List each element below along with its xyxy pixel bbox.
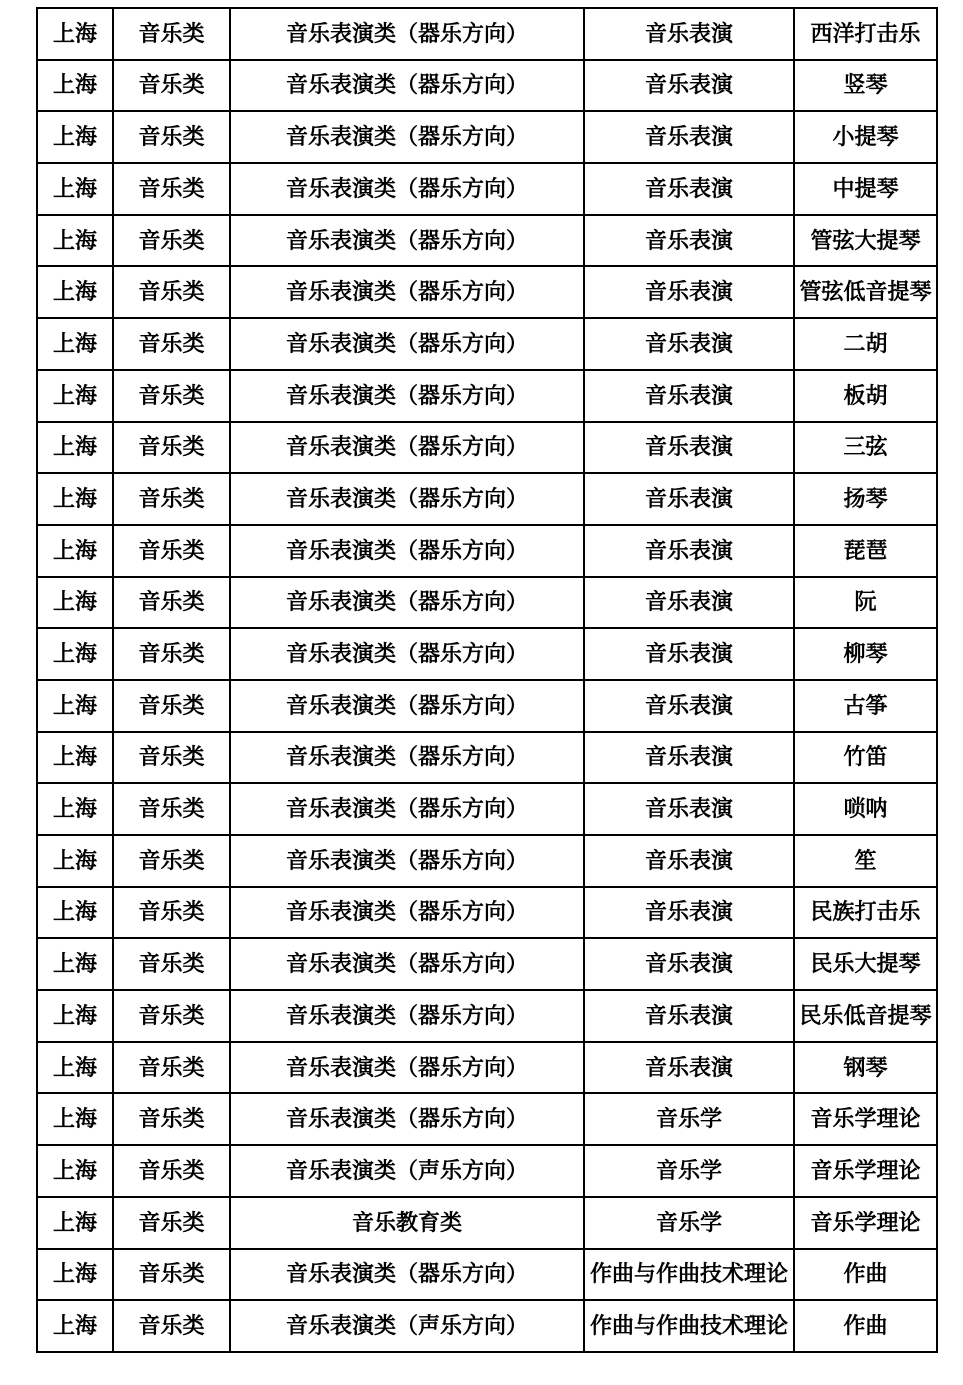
cell-category: 音乐类 [113,680,230,732]
cell-major: 音乐表演 [584,835,794,887]
cell-subcategory: 音乐表演类（器乐方向） [230,318,584,370]
cell-category: 音乐类 [113,990,230,1042]
cell-direction: 音乐学理论 [794,1145,937,1197]
table-row [37,8,937,60]
cell-category: 音乐类 [113,783,230,835]
cell-province: 上海 [37,1042,113,1094]
cell-subcategory: 音乐表演类（器乐方向） [230,835,584,887]
cell-province: 上海 [37,525,113,577]
cell-direction: 管弦大提琴 [794,215,937,267]
cell-major: 音乐表演 [584,628,794,680]
cell-major: 音乐表演 [584,8,794,60]
cell-major: 音乐学 [584,1197,794,1249]
table-body [37,8,937,1352]
cell-category: 音乐类 [113,266,230,318]
cell-major: 音乐表演 [584,422,794,474]
cell-direction: 作曲 [794,1300,937,1352]
table-row [37,1042,937,1094]
table-row [37,938,937,990]
cell-province: 上海 [37,266,113,318]
cell-category: 音乐类 [113,1042,230,1094]
cell-major: 音乐表演 [584,60,794,112]
cell-direction: 民乐大提琴 [794,938,937,990]
cell-category: 音乐类 [113,835,230,887]
cell-subcategory: 音乐表演类（器乐方向） [230,732,584,784]
table-row [37,422,937,474]
cell-subcategory: 音乐表演类（器乐方向） [230,990,584,1042]
table-row [37,577,937,629]
cell-category: 音乐类 [113,938,230,990]
table-row [37,1145,937,1197]
cell-major: 音乐表演 [584,215,794,267]
cell-major: 音乐表演 [584,732,794,784]
cell-category: 音乐类 [113,473,230,525]
cell-major: 音乐表演 [584,680,794,732]
cell-subcategory: 音乐表演类（器乐方向） [230,215,584,267]
cell-direction: 竹笛 [794,732,937,784]
cell-province: 上海 [37,1249,113,1301]
table-row [37,1249,937,1301]
cell-category: 音乐类 [113,628,230,680]
cell-direction: 古筝 [794,680,937,732]
table-row [37,266,937,318]
cell-province: 上海 [37,990,113,1042]
cell-category: 音乐类 [113,111,230,163]
cell-subcategory: 音乐表演类（器乐方向） [230,422,584,474]
cell-province: 上海 [37,628,113,680]
cell-direction: 二胡 [794,318,937,370]
cell-province: 上海 [37,1093,113,1145]
cell-province: 上海 [37,422,113,474]
cell-major: 作曲与作曲技术理论 [584,1249,794,1301]
cell-direction: 琵琶 [794,525,937,577]
table-row [37,887,937,939]
cell-direction: 中提琴 [794,163,937,215]
cell-major: 音乐表演 [584,525,794,577]
cell-direction: 柳琴 [794,628,937,680]
table-row [37,680,937,732]
cell-major: 音乐学 [584,1145,794,1197]
cell-subcategory: 音乐表演类（声乐方向） [230,1300,584,1352]
cell-subcategory: 音乐表演类（器乐方向） [230,628,584,680]
cell-subcategory: 音乐表演类（器乐方向） [230,1249,584,1301]
table-row [37,525,937,577]
cell-direction: 音乐学理论 [794,1197,937,1249]
cell-subcategory: 音乐表演类（器乐方向） [230,783,584,835]
cell-direction: 西洋打击乐 [794,8,937,60]
cell-major: 音乐表演 [584,163,794,215]
cell-province: 上海 [37,163,113,215]
cell-major: 音乐表演 [584,266,794,318]
cell-category: 音乐类 [113,8,230,60]
cell-subcategory: 音乐表演类（器乐方向） [230,525,584,577]
cell-direction: 板胡 [794,370,937,422]
table-row [37,318,937,370]
cell-province: 上海 [37,1300,113,1352]
cell-direction: 竖琴 [794,60,937,112]
cell-subcategory: 音乐表演类（器乐方向） [230,60,584,112]
majors-table [36,7,938,1353]
cell-category: 音乐类 [113,318,230,370]
cell-subcategory: 音乐表演类（器乐方向） [230,266,584,318]
table-row [37,1093,937,1145]
cell-subcategory: 音乐表演类（器乐方向） [230,8,584,60]
cell-category: 音乐类 [113,577,230,629]
cell-province: 上海 [37,215,113,267]
cell-subcategory: 音乐表演类（器乐方向） [230,111,584,163]
cell-direction: 唢呐 [794,783,937,835]
table-row [37,473,937,525]
table-row [37,215,937,267]
cell-province: 上海 [37,938,113,990]
cell-province: 上海 [37,783,113,835]
cell-category: 音乐类 [113,215,230,267]
cell-category: 音乐类 [113,422,230,474]
cell-direction: 管弦低音提琴 [794,266,937,318]
cell-province: 上海 [37,370,113,422]
cell-category: 音乐类 [113,1145,230,1197]
cell-direction: 阮 [794,577,937,629]
table-row [37,1300,937,1352]
cell-subcategory: 音乐表演类（器乐方向） [230,577,584,629]
table-row [37,783,937,835]
cell-province: 上海 [37,60,113,112]
table-row [37,990,937,1042]
cell-major: 音乐表演 [584,887,794,939]
cell-major: 作曲与作曲技术理论 [584,1300,794,1352]
cell-category: 音乐类 [113,525,230,577]
cell-major: 音乐表演 [584,783,794,835]
cell-category: 音乐类 [113,1093,230,1145]
cell-province: 上海 [37,835,113,887]
cell-subcategory: 音乐表演类（器乐方向） [230,938,584,990]
cell-province: 上海 [37,887,113,939]
cell-category: 音乐类 [113,163,230,215]
table-row [37,163,937,215]
table-row [37,370,937,422]
cell-subcategory: 音乐表演类（器乐方向） [230,370,584,422]
cell-major: 音乐表演 [584,318,794,370]
cell-category: 音乐类 [113,732,230,784]
cell-province: 上海 [37,1197,113,1249]
cell-major: 音乐表演 [584,473,794,525]
cell-direction: 小提琴 [794,111,937,163]
cell-subcategory: 音乐表演类（器乐方向） [230,1042,584,1094]
cell-province: 上海 [37,473,113,525]
cell-major: 音乐表演 [584,1042,794,1094]
cell-major: 音乐学 [584,1093,794,1145]
table-row [37,1197,937,1249]
table-row [37,60,937,112]
cell-category: 音乐类 [113,1197,230,1249]
cell-major: 音乐表演 [584,990,794,1042]
cell-subcategory: 音乐表演类（器乐方向） [230,1093,584,1145]
cell-subcategory: 音乐表演类（器乐方向） [230,473,584,525]
cell-province: 上海 [37,577,113,629]
cell-province: 上海 [37,318,113,370]
cell-category: 音乐类 [113,1300,230,1352]
cell-province: 上海 [37,8,113,60]
cell-category: 音乐类 [113,887,230,939]
cell-province: 上海 [37,680,113,732]
cell-category: 音乐类 [113,370,230,422]
table-row [37,835,937,887]
cell-major: 音乐表演 [584,111,794,163]
cell-category: 音乐类 [113,1249,230,1301]
cell-subcategory: 音乐表演类（器乐方向） [230,887,584,939]
cell-subcategory: 音乐表演类（声乐方向） [230,1145,584,1197]
cell-major: 音乐表演 [584,577,794,629]
cell-direction: 三弦 [794,422,937,474]
cell-direction: 笙 [794,835,937,887]
cell-direction: 钢琴 [794,1042,937,1094]
cell-major: 音乐表演 [584,370,794,422]
cell-subcategory: 音乐教育类 [230,1197,584,1249]
cell-subcategory: 音乐表演类（器乐方向） [230,680,584,732]
cell-major: 音乐表演 [584,938,794,990]
cell-direction: 民乐低音提琴 [794,990,937,1042]
cell-direction: 扬琴 [794,473,937,525]
cell-direction: 民族打击乐 [794,887,937,939]
table-row [37,732,937,784]
cell-province: 上海 [37,111,113,163]
cell-direction: 音乐学理论 [794,1093,937,1145]
table-row [37,628,937,680]
cell-direction: 作曲 [794,1249,937,1301]
cell-province: 上海 [37,732,113,784]
cell-province: 上海 [37,1145,113,1197]
table-row [37,111,937,163]
cell-subcategory: 音乐表演类（器乐方向） [230,163,584,215]
cell-category: 音乐类 [113,60,230,112]
